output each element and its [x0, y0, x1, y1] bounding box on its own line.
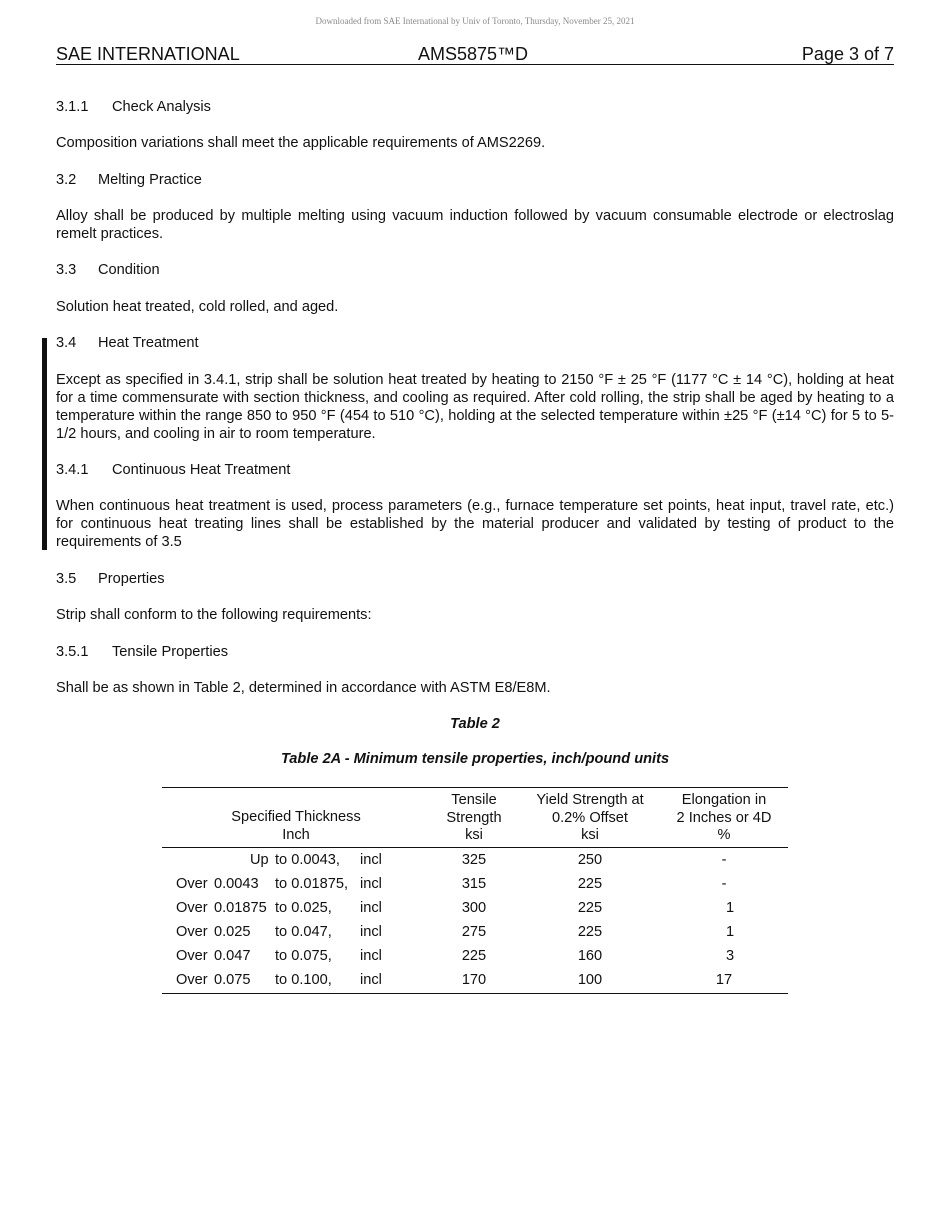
header-page-number: Page 3 of 7: [801, 44, 894, 64]
cell-yield: 160: [577, 948, 603, 964]
cell-incl: incl: [360, 924, 382, 940]
section-heading: [56, 643, 228, 661]
cell-incl: incl: [360, 900, 382, 916]
section-heading: [56, 461, 290, 479]
table-row: [162, 872, 788, 896]
header-line: Specified Thickness: [231, 809, 361, 825]
cell-incl: incl: [360, 972, 382, 988]
section-title: Melting Practice: [98, 172, 202, 188]
paragraph: Strip shall conform to the following requirements:: [56, 607, 372, 623]
cell-tensile: 225: [461, 948, 487, 964]
section-heading: [56, 171, 202, 189]
header-yield: [525, 792, 655, 845]
cell-yield: 225: [577, 924, 603, 940]
cell-over: Over: [176, 876, 208, 892]
cell-to: to 0.047,: [275, 924, 332, 940]
cell-tensile: 315: [461, 876, 487, 892]
cell-tensile: 300: [461, 900, 487, 916]
page-header: [56, 44, 894, 65]
cell-from: 0.0043: [214, 876, 259, 892]
cell-to: to 0.025,: [275, 900, 332, 916]
cell-incl: incl: [360, 852, 382, 868]
paragraph: When continuous heat treatment is used, process parameters (e.g., furnace temperature set points, heat input, travel rate, etc.) for continuous heat treating lines shall be established by the material producer and validated by testing of product to the requirements of 3.5: [56, 498, 894, 550]
section-title: Check Analysis: [112, 99, 211, 115]
section-number: 3.1.1: [56, 99, 89, 115]
cell-to: to 0.01875,: [275, 876, 349, 892]
table-title: Table 2: [450, 716, 500, 732]
paragraph: Composition variations shall meet the applicable requirements of AMS2269.: [56, 135, 546, 151]
cell-elongation: -: [721, 852, 727, 868]
cell-over: Over: [176, 948, 208, 964]
cell-over: Over: [176, 924, 208, 940]
header-line: Inch: [282, 826, 310, 843]
cell-to: to 0.100,: [275, 972, 332, 988]
revision-change-bar: [42, 338, 47, 550]
header-tensile: [424, 792, 524, 845]
cell-tensile: 275: [461, 924, 487, 940]
cell-elongation: -: [721, 876, 727, 892]
section-title: Continuous Heat Treatment: [112, 462, 291, 478]
header-line: 0.2% Offset: [552, 809, 628, 826]
cell-tensile: 325: [461, 852, 487, 868]
cell-from: 0.01875: [214, 900, 267, 916]
section-title: Condition: [98, 262, 160, 278]
table-row: [162, 896, 788, 920]
cell-tensile: 170: [461, 972, 487, 988]
table-row: [162, 848, 788, 872]
table-top-rule: [162, 787, 788, 788]
header-line: Yield Strength at: [536, 792, 644, 808]
section-heading: [56, 261, 160, 279]
cell-yield: 225: [577, 876, 603, 892]
header-line: Elongation in: [681, 792, 767, 808]
section-heading: [56, 334, 199, 352]
section-number: 3.5: [56, 571, 77, 587]
header-line: ksi: [581, 827, 599, 843]
table-bottom-rule: [162, 993, 788, 994]
header-line: Strength: [446, 809, 502, 826]
section-heading: [56, 98, 211, 116]
cell-elongation: 1: [725, 900, 735, 916]
paragraph: Shall be as shown in Table 2, determined in accordance with ASTM E8/E8M.: [56, 680, 551, 696]
table-row: [162, 944, 788, 968]
section-heading: [56, 570, 165, 588]
table-subtitle: Table 2A - Minimum tensile properties, inch/pound units: [280, 751, 670, 767]
cell-to: to 0.075,: [275, 948, 332, 964]
cell-elongation: 17: [715, 972, 733, 988]
header-document-number: AMS5875™D: [418, 44, 529, 64]
download-watermark: Downloaded from SAE International by Univ of Toronto, Thursday, November 25, 2021: [315, 16, 635, 26]
section-title: Properties: [98, 571, 165, 587]
cell-elongation: 1: [725, 924, 735, 940]
header-line: %: [717, 827, 731, 843]
section-title: Tensile Properties: [112, 644, 228, 660]
cell-over: Over: [176, 972, 208, 988]
section-title: Heat Treatment: [98, 335, 199, 351]
cell-elongation: 3: [725, 948, 735, 964]
header-thickness: [162, 809, 430, 844]
header-line: ksi: [465, 827, 483, 843]
cell-from: 0.075: [214, 972, 251, 988]
section-number: 3.3: [56, 262, 77, 278]
paragraph: Solution heat treated, cold rolled, and aged.: [56, 299, 339, 315]
paragraph: Alloy shall be produced by multiple melting using vacuum induction followed by vacuum consumable electrode or electroslag remelt practices.: [56, 208, 894, 242]
table-row: [162, 968, 788, 992]
cell-to: to 0.0043,: [275, 852, 340, 868]
cell-from: 0.047: [214, 948, 251, 964]
cell-from: 0.025: [214, 924, 251, 940]
cell-from: Up: [250, 852, 269, 868]
header-publisher: SAE INTERNATIONAL: [56, 44, 240, 64]
cell-yield: 225: [577, 900, 603, 916]
header-elongation: [659, 792, 789, 845]
cell-yield: 100: [577, 972, 603, 988]
paragraph: Except as specified in 3.4.1, strip shall be solution heat treated by heating to 2150 °F ± 25 °F (1177 °C ± 14 °C), holding at heat for a time commensurate with section thickness, and cooling as required. After cold rolling, the strip shall be aged by heating to a temperature within the range 850 to 950 °F (454 to 510 °C), holding at the selected temperature within ±25 °F (±14 °C) for 5 to 5-1/2 hours, and cooling in air to room temperature.: [56, 372, 894, 442]
cell-incl: incl: [360, 876, 382, 892]
table-row: [162, 920, 788, 944]
header-line: 2 Inches or 4D: [676, 809, 772, 826]
section-number: 3.2: [56, 172, 77, 188]
section-number: 3.4.1: [56, 462, 89, 478]
cell-yield: 250: [577, 852, 603, 868]
section-number: 3.5.1: [56, 644, 89, 660]
header-line: Tensile: [451, 792, 497, 808]
cell-incl: incl: [360, 948, 382, 964]
cell-over: Over: [176, 900, 208, 916]
section-number: 3.4: [56, 335, 77, 351]
